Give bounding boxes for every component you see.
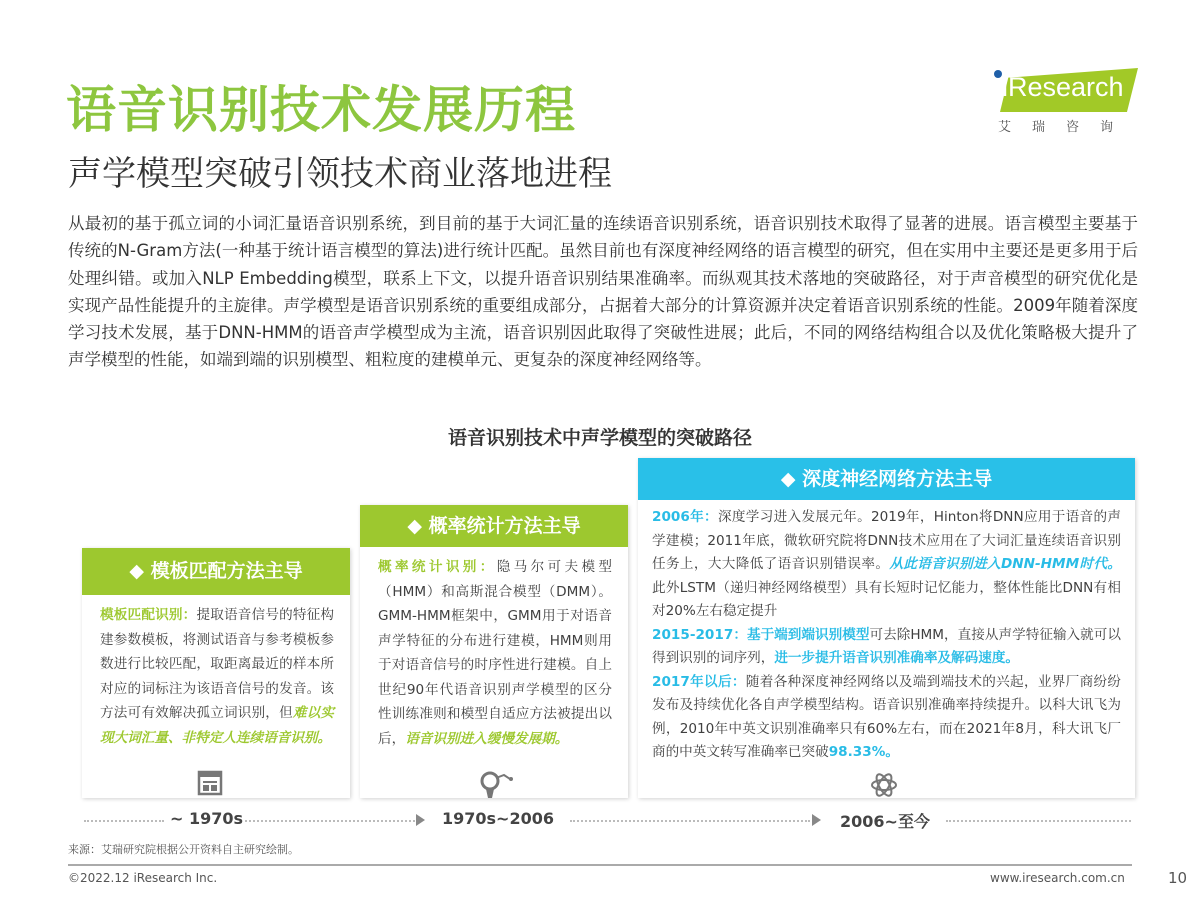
stage-card-deep-neural-network bbox=[638, 458, 1135, 798]
website-url: www.iresearch.com.cn bbox=[990, 871, 1125, 885]
lead: 2006年： bbox=[652, 509, 718, 525]
era-label: ~ 1970s bbox=[170, 809, 244, 828]
paragraph-2006 bbox=[652, 506, 1121, 624]
highlight: 基于端到端识别模型 bbox=[746, 626, 870, 643]
era-label: 1970s~2006 bbox=[442, 809, 554, 828]
atom-icon bbox=[870, 771, 898, 799]
paragraph-2015 bbox=[652, 624, 1121, 671]
lead: 2017年以后： bbox=[652, 673, 746, 690]
text: 隐马尔可夫模型（HMM）和高斯混合模型（DMM）。GMM-HMM框架中，GMM用于对语音声学特征的分布进行建模，HMM则用于对语音信号的时序性进行建模。自上世纪90年代语音识别声学模型的区分性训练准则和模型自适应方法被提出以后， bbox=[378, 559, 613, 747]
timeline-dots bbox=[946, 820, 1131, 822]
page-number: 10 bbox=[1168, 869, 1188, 887]
iresearch-logo bbox=[990, 62, 1140, 137]
timeline-dots bbox=[84, 820, 164, 822]
logo-dot bbox=[994, 70, 1002, 78]
paragraph-2017 bbox=[652, 671, 1121, 765]
diagram-title: 语音识别技术中声学模型的突破路径 bbox=[447, 427, 752, 449]
text: 随着各种深度神经网络以及端到端技术的兴起，业界厂商纷纷发布及持续优化各自声学模型结构。语音识别准确率持续提升。以科大讯飞为例，2010年中英文识别准确率只有60%左右，而在2021年8月，科大讯飞厂商的中英文转写准确率已突破 bbox=[652, 673, 1122, 760]
highlight: 从此语音识别进入DNN-HMM时代。 bbox=[889, 556, 1121, 572]
stage-card-probability-statistics bbox=[360, 505, 628, 798]
stage-header: ◆ 深度神经网络方法主导 bbox=[638, 458, 1135, 500]
highlight: 语音识别进入缓慢发展期。 bbox=[405, 730, 569, 747]
intro-paragraph: 从最初的基于孤立词的小词汇量语音识别系统，到目前的基于大词汇量的连续语音识别系统，语音识别技术取得了显著的进展。语言模型主要基于传统的N-Gram方法(一种基于统计语言模型的算法)进行统计匹配。虽然目前也有深度神经网络的语言模型的研究，但在实用中主要还是更多用于后处理纠错。或加入NLP Embedding模型，联系上下文，以提升语音识别结果准确率。而纵观其技术落地的突破路径，对于声音模型的研究优化是实现产品性能提升的主旋律。声学模型是语音识别系统的重要组成部分，占据着大部分的计算资源并决定着语音识别系统的性能。2009年随着深度学习技术发展，基于DNN-HMM的语音声学模型成为主流，语音识别因此取得了突破性进展；此后，不同的网络结构组合以及优化策略极大提升了声学模型的性能，如端到端的识别模型、粗粒度的建模单元、更复杂的深度神经网络等。 bbox=[68, 214, 1138, 370]
text: 提取语音信号的特征构建参数模板，将测试语音与参考模板参数进行比较匹配，取距离最近的样本所对应的词标注为该语音信号的发音。该方法可有效解决孤立词识别，但 bbox=[100, 607, 335, 721]
copyright: ©2022.12 iResearch Inc. bbox=[68, 871, 218, 885]
text: 可去除HMM，直接从声学特征输入就可以得到识别的词序列， bbox=[652, 626, 1121, 666]
source-note: 来源：艾瑞研究院根据公开资料自主研究绘制。 bbox=[68, 843, 299, 856]
footer-divider bbox=[68, 864, 1132, 866]
stage-header: ◆ 概率统计方法主导 bbox=[360, 505, 628, 547]
highlight: 98.33%。 bbox=[828, 744, 899, 760]
stage-body bbox=[638, 500, 1135, 765]
timeline-dots bbox=[245, 820, 415, 822]
timeline-arrow-icon bbox=[812, 814, 821, 826]
lead: 模板匹配识别： bbox=[100, 607, 197, 623]
page-subtitle: 声学模型突破引领技术商业落地进程 bbox=[68, 154, 612, 194]
highlight: 进一步提升语音识别准确率及解码速度。 bbox=[774, 650, 1020, 666]
timeline-arrow-icon bbox=[416, 814, 425, 826]
era-label: 2006~至今 bbox=[840, 812, 930, 831]
stage-body bbox=[360, 547, 628, 751]
template-icon bbox=[197, 770, 223, 796]
page-title: 语音识别技术发展历程 bbox=[66, 81, 576, 139]
timeline-dots bbox=[570, 820, 810, 822]
lead: 概率统计识别： bbox=[378, 559, 497, 575]
text: 深度学习进入发展元年。2019年，Hinton将DNN应用于语音的声学建模；2011年底，微软研究院将DNN技术应用在了大词汇量连续语音识别任务上，大大降低了语音识别错误率。 bbox=[652, 509, 1121, 572]
stage-header: ◆ 模板匹配方法主导 bbox=[82, 548, 350, 595]
logo-cn: 艾瑞咨询 bbox=[998, 120, 1135, 135]
highlight: 难以实现大词汇量、非特定人连续语音识别。 bbox=[100, 705, 335, 746]
logo-word: iResearch bbox=[1002, 72, 1124, 102]
lead: 2015-2017： bbox=[652, 626, 747, 643]
stage-card-template-matching bbox=[82, 548, 350, 798]
text: 此外LSTM（递归神经网络模型）具有长短时记忆能力，整体性能比DNN有相对20%左右稳定提升 bbox=[652, 579, 1121, 619]
stage-body bbox=[82, 595, 350, 750]
lightbulb-icon bbox=[478, 770, 518, 800]
